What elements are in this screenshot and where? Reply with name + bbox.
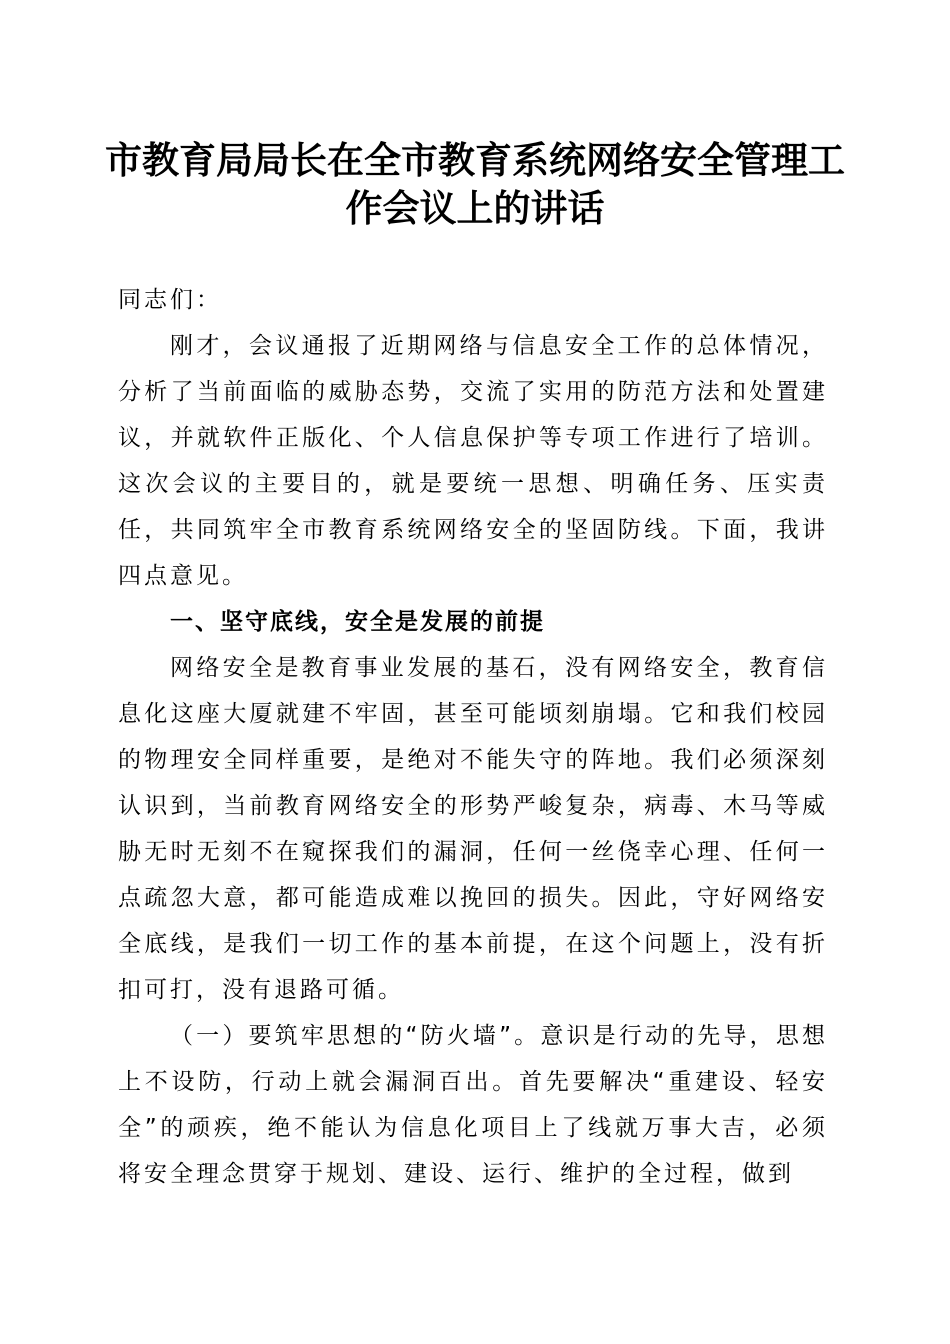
salutation: 同志们： [118, 287, 222, 313]
document-title: 市教育局局长在全市教育系统网络安全管理工作会议上的讲话 [105, 138, 845, 230]
subsection-1-paragraph: （一）要筑牢思想的“防火墙”。意识是行动的先导，思想上不设防，行动上就会漏洞百出。首先要解决“重建设、轻安全”的顽疾，绝不能认为信息化项目上了线就万事大吉，必须将安全理念贯穿于规划、建设、运行、维护的全过程，做到 [118, 1023, 828, 1187]
intro-paragraph: 刚才，会议通报了近期网络与信息安全工作的总体情况，分析了当前面临的威胁态势，交流了实用的防范方法和处置建议，并就软件正版化、个人信息保护等专项工作进行了培训。这次会议的主要目的，就是要统一思想、明确任务、压实责任，共同筑牢全市教育系统网络安全的坚固防线。下面，我讲四点意见。 [118, 333, 828, 589]
document-body [118, 277, 828, 1197]
section-heading-1: 一、坚守底线，安全是发展的前提 [170, 609, 545, 635]
section-1-paragraph: 网络安全是教育事业发展的基石，没有网络安全，教育信息化这座大厦就建不牢固，甚至可能顷刻崩塌。它和我们校园的物理安全同样重要，是绝对不能失守的阵地。我们必须深刻认识到，当前教育网络安全的形势严峻复杂，病毒、木马等威胁无时无刻不在窥探我们的漏洞，任何一丝侥幸心理、任何一点疏忽大意，都可能造成难以挽回的损失。因此，守好网络安全底线，是我们一切工作的基本前提，在这个问题上，没有折扣可打，没有退路可循。 [118, 655, 828, 1003]
